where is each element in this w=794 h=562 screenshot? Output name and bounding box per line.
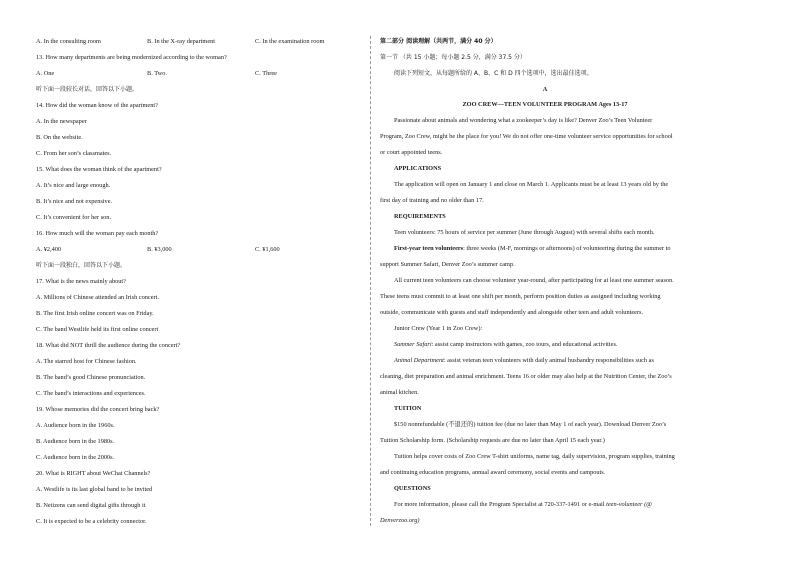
option-a: A. One <box>36 70 55 77</box>
question-20: 20. What is RIGHT about WeChat Channels? <box>36 470 151 477</box>
option-c: C. In the examination room <box>255 38 325 45</box>
option-b: B. In the X-ray department <box>147 38 216 45</box>
q17-option-a: A. Millions of Chinese attended an Irish concert. <box>36 294 159 301</box>
q14-option-a: A. In the newspaper <box>36 118 87 125</box>
part-heading: 第二部分 阅读理解（共两节，满分 40 分） <box>380 38 497 45</box>
questions-text: For more information, please call the Program Specialist at 720-337-1491 or e-mail <box>394 501 605 508</box>
option-a: A. In the consulting room <box>36 38 101 45</box>
applications-heading: APPLICATIONS <box>394 165 442 172</box>
tuition-line-2: Tuition Scholarship form. (Scholarship requests are due no later than April 15 each year.) <box>380 437 605 444</box>
q20-option-c: C. It is expected to be a celebrity connector. <box>36 518 147 525</box>
question-14: 14. How did the woman know of the apartment? <box>36 102 158 109</box>
option-b: B. Two. <box>147 70 167 77</box>
first-year-text: : three weeks (M-F, mornings or afternoons) of volunteering during the summer to <box>463 245 671 252</box>
requirements-line-6: outside, communicate with guests and staff independently and alongside other teen and adult volunteers. <box>380 309 644 316</box>
directions-2: 听下面一段独白，回答以下小题。 <box>36 262 127 269</box>
contact-email-part-1: teen-volunteer (@ <box>606 501 652 508</box>
requirements-line-4: All current teen volunteers can choose volunteer year-round, after participating for at least one summer season. <box>394 277 674 284</box>
requirements-line-5: These teens must commit to at least one shift per month, perform position duties as assigned including working <box>380 293 661 300</box>
option-b: B. ¥3,000 <box>147 246 172 253</box>
column-divider <box>370 36 371 526</box>
intro-line-2: Program, Zoo Crew, might be the place for you! We do not offer one-time volunteer service opportunities for school <box>380 133 673 140</box>
q18-option-c: C. The band’s interactions and experiences. <box>36 390 146 397</box>
first-year-label: First-year teen volunteers <box>394 245 464 252</box>
requirements-line-3: support Summer Safari, Denver Zoo’s summer camp. <box>380 261 515 268</box>
q15-option-c: C. It’s convenient for her son. <box>36 214 112 221</box>
requirements-line-1: Teen volunteers: 75 hours of service per summer (June through August) with several shifts each month. <box>394 229 655 236</box>
requirements-line-2 <box>394 245 671 253</box>
animal-department-label: Animal Department <box>394 357 444 364</box>
question-15: 15. What does the woman think of the apartment? <box>36 166 162 173</box>
applications-line-1: The application will open on January 1 and close on March 1. Applicants must be at least 13 years old by the <box>394 181 669 188</box>
requirements-line-11: animal kitchen. <box>380 389 419 396</box>
passage-title: ZOO CREW—TEEN VOLUNTEER PROGRAM Ages 13-17 <box>462 101 628 108</box>
questions-heading: QUESTIONS <box>394 485 431 492</box>
passage-letter: A <box>542 86 548 93</box>
q15-option-b: B. It’s nice and not expensive. <box>36 198 113 205</box>
q19-option-b: B. Audience born in the 1980s. <box>36 438 115 445</box>
q14-option-c: C. From her son’s classmates. <box>36 150 112 157</box>
summer-safari-text: : assist camp instructors with games, zoo tours, and educational activities. <box>431 341 618 348</box>
animal-department-text: : assist veteran teen volunteers with daily animal husbandry responsibilities such as <box>443 357 654 364</box>
summer-safari-label: Summer Safari <box>394 341 432 348</box>
question-13: 13. How many departments are being modernized according to the woman? <box>36 54 227 61</box>
requirements-line-10: cleaning, diet preparation and animal enrichment. Teens 16 or older may also help at the Nutrition Center, the Zoo’s <box>380 373 672 380</box>
q18-option-b: B. The band’s good Chinese pronunciation. <box>36 374 146 381</box>
option-a: A. ¥2,400 <box>36 246 62 253</box>
requirements-heading: REQUIREMENTS <box>394 213 446 220</box>
section-heading: 第一节 （共 15 小题；每小题 2.5 分，满分 37.5 分） <box>380 54 526 61</box>
question-16: 16. How much will the woman pay each month? <box>36 230 159 237</box>
tuition-line-1: $150 nonrefundable (不退还的) tuition fee (due no later than May 1 of each year). Download Denver Zoo’s <box>394 421 667 428</box>
reading-instruction: 阅读下列短文，从每题所给的 A、B、C 和 D 四个选项中，选出最佳选项。 <box>394 70 593 77</box>
summer-safari-line <box>394 341 618 349</box>
directions-1: 听下面一段较长对话，回答以下小题。 <box>36 86 139 93</box>
q15-option-a: A. It’s nice and large enough. <box>36 182 111 189</box>
q20-option-a: A. Westlife is its last global band to be invited <box>36 486 153 493</box>
tuition-line-3: Tuition helps cover costs of Zoo Crew T-shirt uniforms, name tag, daily supervision, program supplies, training <box>394 453 675 460</box>
animal-department-line <box>394 357 654 365</box>
intro-line-3: or court appointed teens. <box>380 149 443 156</box>
q17-option-c: C. The band Westlife held its first online concert <box>36 326 159 333</box>
tuition-line-4: and continuing education programs, annual award ceremony, social events and campouts. <box>380 469 606 476</box>
question-19: 19. Whose memories did the concert bring back? <box>36 406 160 413</box>
question-18: 18. What did NOT thrill the audience during the concert? <box>36 342 181 349</box>
junior-crew-label: Junior Crew (Year 1 in Zoo Crew): <box>394 325 483 332</box>
q14-option-b: B. On the website. <box>36 134 83 141</box>
intro-line-1: Passionate about animals and wondering what a zookeeper’s day is like? Denver Zoo’s Teen Volunteer <box>394 117 653 124</box>
applications-line-2: first day of training and no older than 17. <box>380 197 484 204</box>
questions-line-1 <box>394 501 652 509</box>
q19-option-c: C. Audience born in the 2000s. <box>36 454 115 461</box>
contact-email-part-2: Denverzoo.org) <box>380 517 420 524</box>
q20-option-b: B. Netizens can send digital gifts through it <box>36 502 146 509</box>
option-c: C. ¥1,600 <box>255 246 280 253</box>
option-c: C. Three <box>255 70 277 77</box>
q17-option-b: B. The first Irish online concert was on Friday. <box>36 310 154 317</box>
q19-option-a: A. Audience born in the 1960s. <box>36 422 115 429</box>
q18-option-a: A. The starred host for Chinese fashion. <box>36 358 137 365</box>
tuition-heading: TUITION <box>394 405 422 412</box>
question-17: 17. What is the news mainly about? <box>36 278 126 285</box>
